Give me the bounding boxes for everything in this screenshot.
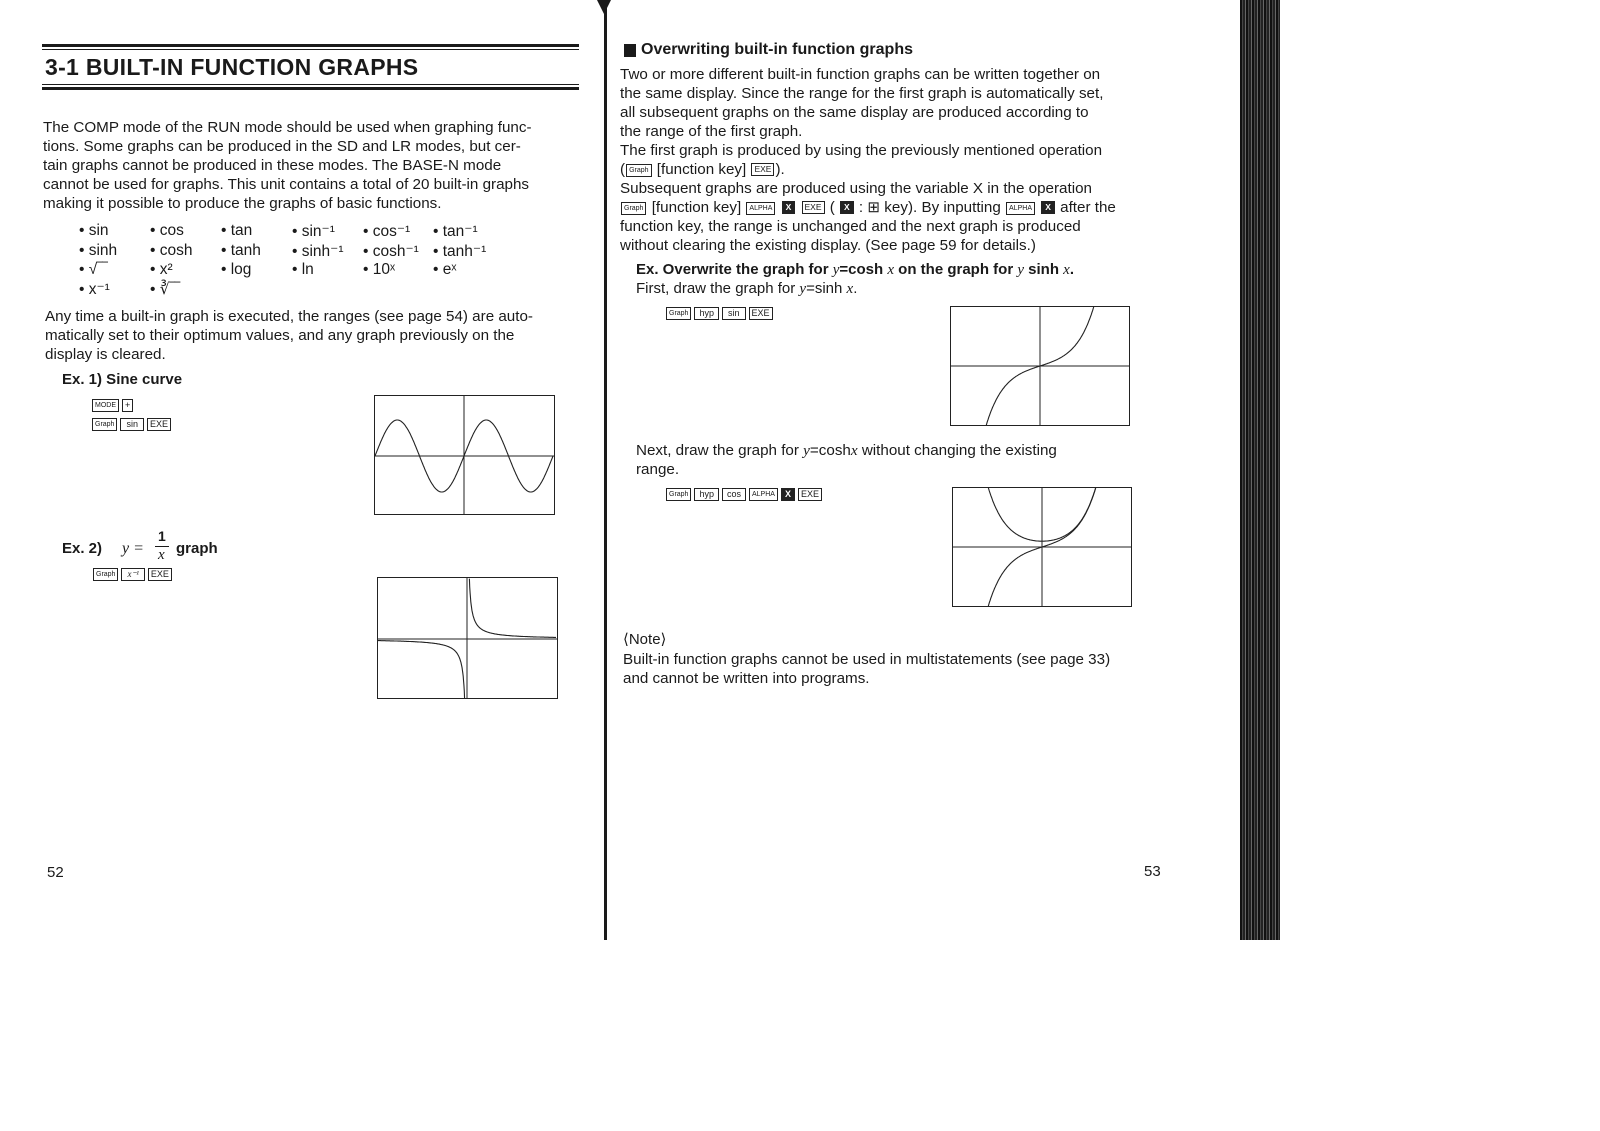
fn-tanh: • tanh: [221, 242, 261, 259]
example-2-numerator: 1: [158, 528, 166, 544]
heading-rule-bottom: [42, 87, 579, 90]
key-graph: Graph: [666, 307, 691, 320]
key-x: X: [840, 201, 854, 214]
note-title: ⟨Note⟩: [623, 631, 667, 648]
key-exe: EXE: [751, 163, 774, 176]
fn-ln: • ln: [292, 261, 314, 278]
fn-exp: • eˣ: [433, 261, 457, 278]
key-reciprocal: x⁻¹: [121, 568, 144, 581]
key-sin: sin: [120, 418, 144, 431]
sine-graph: [374, 395, 555, 515]
fn-square: • x²: [150, 261, 173, 278]
fn-asin: • sin⁻¹: [292, 223, 335, 240]
fn-sqrt: • √‾‾: [79, 261, 108, 278]
cosh-keys: [666, 488, 825, 501]
example-1-label: Ex. 1) Sine curve: [62, 371, 183, 388]
fn-acos: • cos⁻¹: [363, 223, 411, 240]
key-plus: +: [122, 399, 133, 412]
key-x: X: [782, 201, 796, 214]
example-1-keys-row2: [92, 418, 174, 431]
key-graph: Graph: [626, 164, 651, 177]
fn-reciprocal: • x⁻¹: [79, 281, 110, 298]
key-graph: Graph: [621, 202, 646, 215]
section-title: Overwriting built-in function graphs: [641, 41, 913, 58]
fn-cosh: • cosh: [150, 242, 193, 259]
fn-sin: • sin: [79, 222, 109, 239]
fn-sinh: • sinh: [79, 242, 118, 259]
key-alpha: ALPHA: [746, 202, 775, 215]
fn-atanh: • tanh⁻¹: [433, 243, 487, 260]
example-2-suffix: graph: [176, 540, 218, 557]
reciprocal-curve-positive: [469, 579, 556, 638]
page-heading: 3-1 BUILT-IN FUNCTION GRAPHS: [45, 54, 419, 80]
key-alpha: ALPHA: [1006, 202, 1035, 215]
key-exe: EXE: [148, 568, 172, 581]
key-graph: Graph: [666, 488, 691, 501]
spine-top-mark: [597, 0, 611, 14]
key-graph: Graph: [93, 568, 118, 581]
key-x: X: [781, 488, 795, 501]
fn-tan: • tan: [221, 222, 253, 239]
key-exe: EXE: [798, 488, 822, 501]
fn-atan: • tan⁻¹: [433, 223, 478, 240]
sinh-keys: [666, 307, 776, 320]
example-2-lhs: y =: [122, 540, 144, 557]
heading-rule-top-thin: [42, 49, 579, 50]
note-line-2: and cannot be written into programs.: [623, 670, 870, 687]
example-2-keys: [93, 568, 175, 581]
fn-pow10: • 10ˣ: [363, 261, 396, 278]
sinh-graph-svg: [951, 307, 1129, 425]
fn-log: • log: [221, 261, 252, 278]
key-sin: sin: [722, 307, 746, 320]
fn-cbrt: • ∛‾‾: [150, 281, 180, 298]
reciprocal-curve-negative: [378, 641, 465, 698]
note-line-1: Built-in function graphs cannot be used in multistatements (see page 33): [623, 651, 1111, 668]
heading-rule-bottom-thin: [42, 84, 579, 85]
example-2-prefix: Ex. 2): [62, 540, 103, 557]
sinh-graph: [950, 306, 1130, 426]
key-exe: EXE: [802, 201, 825, 214]
key-exe: EXE: [147, 418, 171, 431]
key-hyp: hyp: [694, 488, 719, 501]
reciprocal-graph-svg: [378, 578, 557, 698]
key-alpha: ALPHA: [749, 488, 778, 501]
key-cos: cos: [722, 488, 746, 501]
example-1-keys-row1: [92, 399, 136, 412]
example-overwrite-line1: Ex. Overwrite the graph for y=cosh x on the graph for y sinh x.: [636, 261, 1075, 278]
example-overwrite-line2: First, draw the graph for y=sinh x.: [636, 280, 858, 297]
section-bullet-icon: [624, 44, 636, 57]
key-exe: EXE: [749, 307, 773, 320]
heading-rule-top: [42, 44, 579, 47]
key-mode: MODE: [92, 399, 119, 412]
key-graph: Graph: [92, 418, 117, 431]
example-2-denominator: x: [158, 547, 165, 563]
page-number-right: 53: [1144, 863, 1161, 880]
fn-asinh: • sinh⁻¹: [292, 243, 344, 260]
overwrite-graph-svg: [953, 488, 1131, 606]
sine-graph-svg: [375, 396, 554, 514]
overwrite-graph: [952, 487, 1132, 607]
key-x: X: [1041, 201, 1055, 214]
example-2-label: [62, 528, 262, 568]
book-page-edge: [1240, 0, 1280, 940]
page-number-left: 52: [47, 864, 64, 881]
book-spine: [604, 0, 607, 940]
reciprocal-graph: [377, 577, 558, 699]
key-hyp: hyp: [694, 307, 719, 320]
fn-cos: • cos: [150, 222, 184, 239]
fn-acosh: • cosh⁻¹: [363, 243, 419, 260]
